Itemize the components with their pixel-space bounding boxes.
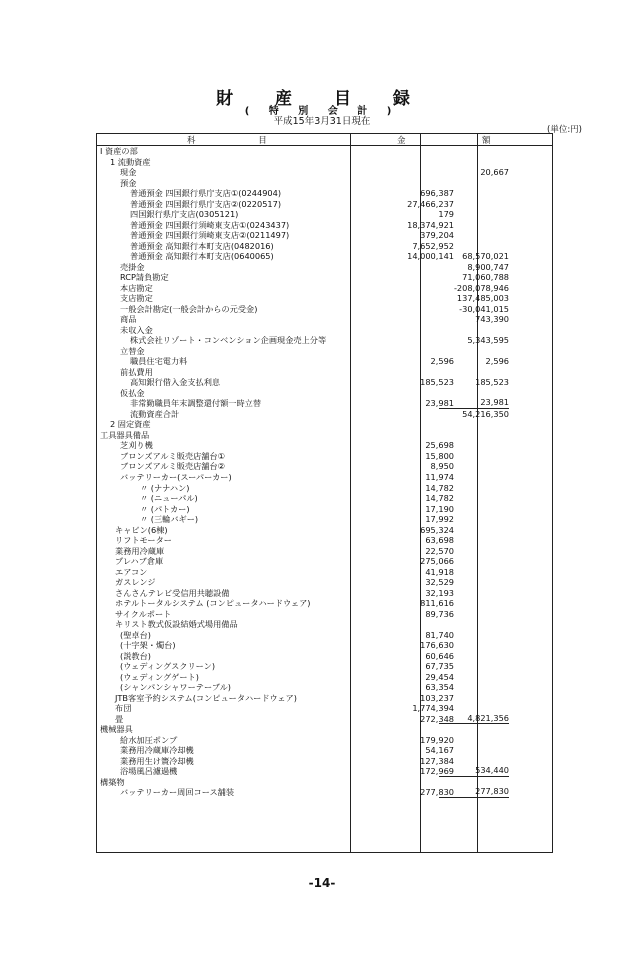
- as-of-date: 平成15年3月31日現在: [273, 116, 371, 127]
- row-amount: 176,630: [420, 640, 454, 651]
- row-label: 〃 (ニューパル): [140, 493, 198, 504]
- table-row: [97, 472, 552, 483]
- row-label: 預金: [120, 177, 137, 188]
- row-label: ホテルトータルシステム (コンピュータハードウェア): [115, 598, 311, 609]
- table-row: [97, 546, 552, 557]
- row-label: 普通預金 高知銀行本町支店(0482016): [130, 240, 274, 251]
- row-amount: 696,387: [420, 188, 454, 199]
- row-label: 布団: [115, 703, 132, 714]
- row-label: バッテリーカー(スーパーカー): [120, 471, 232, 482]
- row-amount: 172,969: [420, 766, 454, 777]
- row-label: 売掛金: [120, 261, 145, 272]
- row-amount: 695,324: [420, 524, 454, 535]
- row-label: キリスト教式仮設結婚式場用備品: [115, 619, 238, 630]
- table-row: [97, 188, 552, 199]
- row-label: 普通預金 四国銀行県庁支店①(0244904): [130, 188, 282, 199]
- row-label: 未収入金: [120, 324, 153, 335]
- row-amount: 32,193: [425, 587, 454, 598]
- table-row: [97, 577, 552, 588]
- row-label: 浴場風呂濾過機: [120, 766, 178, 777]
- table-row: [97, 630, 552, 641]
- row-label: 機械器具: [100, 724, 133, 735]
- row-amount: 81,740: [425, 629, 454, 640]
- table-row: [97, 367, 552, 378]
- row-amount: 14,000,141: [407, 251, 454, 262]
- table-row: [97, 167, 552, 178]
- table-row: [97, 293, 552, 304]
- row-label: 構築物: [100, 776, 125, 787]
- row-label: 本店勘定: [120, 282, 153, 293]
- row-label: JTB客室予約システム(コンピュータハードウェア): [115, 692, 297, 703]
- row-label: (聖卓台): [120, 629, 151, 640]
- table-row: [97, 335, 552, 346]
- table-row: [97, 409, 552, 420]
- row-label: 支店勘定: [120, 293, 153, 304]
- table-header: [97, 134, 552, 146]
- page-number: -14-: [308, 876, 336, 890]
- row-label: Ⅰ 資産の部: [100, 146, 138, 156]
- row-amount: 811,616: [420, 598, 454, 609]
- table-row: [97, 640, 552, 651]
- table-row: [97, 241, 552, 252]
- row-amount: 27,466,237: [407, 198, 454, 209]
- row-subtotal: 2,596: [485, 356, 509, 367]
- table-row: [97, 314, 552, 325]
- header-amount-right: 額: [482, 136, 491, 146]
- table-row: [97, 619, 552, 630]
- row-label: キャビン(6棟): [115, 524, 168, 535]
- table-row: [97, 283, 552, 294]
- row-label: 商品: [120, 314, 137, 325]
- table-row: [97, 157, 552, 168]
- table-row: [97, 651, 552, 662]
- table-row: [97, 714, 552, 725]
- table-row: [97, 661, 552, 672]
- row-amount: 41,918: [425, 566, 454, 577]
- table-row: [97, 493, 552, 504]
- table-row: [97, 567, 552, 578]
- table-row: [97, 672, 552, 683]
- row-label: 業務用生け簀冷却機: [120, 755, 194, 766]
- row-label: 業務用冷蔵庫: [115, 545, 165, 556]
- row-label: 普通預金 四国銀行県庁支店②(0220517): [130, 198, 282, 209]
- row-amount: 11,974: [425, 471, 454, 482]
- row-label: 業務用冷蔵庫冷却機: [120, 745, 194, 756]
- row-label: 1 流動資産: [110, 156, 151, 167]
- row-label: RCP請負勘定: [120, 272, 169, 283]
- row-label: 立替金: [120, 345, 145, 356]
- row-subtotal: 743,390: [475, 314, 509, 325]
- row-amount: 272,348: [420, 713, 454, 724]
- table-row: [97, 356, 552, 367]
- table-row: [97, 419, 552, 430]
- row-amount: 18,374,921: [407, 219, 454, 230]
- table-row: [97, 209, 552, 220]
- row-subtotal: 20,667: [480, 167, 509, 178]
- row-amount: 17,992: [425, 514, 454, 525]
- row-label: 現金: [120, 167, 137, 178]
- table-row: [97, 682, 552, 693]
- row-label: 〃 (ナナハン): [140, 482, 190, 493]
- row-label: ブロンズアルミ販売店舗台②: [120, 461, 226, 472]
- row-label: 畳: [115, 713, 124, 724]
- row-label: 非常勤職員年末調整還付額一時立替: [130, 398, 262, 409]
- row-amount: 29,454: [425, 671, 454, 682]
- table-body: [97, 146, 552, 798]
- table-row: [97, 504, 552, 515]
- table-row: [97, 230, 552, 241]
- row-amount: 379,204: [420, 230, 454, 241]
- row-label: リフトモーター: [115, 535, 172, 546]
- table-row: [97, 325, 552, 336]
- header-item: 科 目: [187, 136, 297, 146]
- table-row: [97, 598, 552, 609]
- row-label: 株式会社リゾート・コンベンション企画現金売上分等: [130, 335, 327, 346]
- row-amount: 54,167: [425, 745, 454, 756]
- table-row: [97, 588, 552, 599]
- row-label: さんさんテレビ受信用共聴設備: [115, 587, 230, 598]
- row-label: 高知銀行借入金支払利息: [130, 377, 221, 388]
- row-subtotal: 68,570,021: [462, 251, 509, 262]
- row-label: 給水加圧ポンプ: [120, 734, 178, 745]
- row-amount: 22,570: [425, 545, 454, 556]
- table-row: [97, 272, 552, 283]
- table-row: [97, 304, 552, 315]
- table-row: [97, 745, 552, 756]
- table-row: [97, 251, 552, 262]
- row-amount: 179: [438, 209, 454, 220]
- row-label: 仮払金: [120, 387, 145, 398]
- row-amount: 14,782: [425, 482, 454, 493]
- row-label: バッテリーカー周回コース舗装: [120, 787, 235, 798]
- document-subtitle: ( 特 別 会 計 ): [244, 106, 400, 117]
- table-row: [97, 483, 552, 494]
- row-amount: 25,698: [425, 440, 454, 451]
- table-row: [97, 735, 552, 746]
- table-row: [97, 535, 552, 546]
- row-label: ガスレンジ: [115, 577, 156, 588]
- row-label: サイクルポート: [115, 608, 172, 619]
- table-row: [97, 461, 552, 472]
- row-subtotal: 277,830: [439, 787, 509, 798]
- row-amount: 23,981: [425, 398, 454, 409]
- row-amount: 63,698: [425, 535, 454, 546]
- row-label: 一般会計勘定(一般会計からの元受金): [120, 303, 258, 314]
- row-amount: 275,066: [420, 556, 454, 567]
- table-row: [97, 609, 552, 620]
- row-label: 〃 (三輪バギー): [140, 514, 199, 525]
- row-subtotal: -208,078,946: [453, 282, 509, 293]
- row-amount: 185,523: [420, 377, 454, 388]
- row-amount: 7,652,952: [412, 240, 454, 251]
- row-subtotal: 137,485,003: [456, 293, 509, 304]
- row-subtotal: 71,060,788: [462, 272, 509, 283]
- row-label: (シャンパンシャワーテーブル): [120, 682, 231, 693]
- row-amount: 60,646: [425, 650, 454, 661]
- table-row: [97, 787, 552, 798]
- table-row: [97, 430, 552, 441]
- row-amount: 2,596: [430, 356, 454, 367]
- header-amount-left: 金: [397, 136, 406, 146]
- row-label: 〃 (パトカー): [140, 503, 190, 514]
- row-subtotal: 54,216,350: [462, 408, 509, 419]
- row-subtotal: -30,041,015: [459, 303, 509, 314]
- row-amount: 127,384: [420, 755, 454, 766]
- row-amount: 277,830: [420, 787, 454, 798]
- row-amount: 8,950: [430, 461, 454, 472]
- table-row: [97, 199, 552, 210]
- row-label: (説教台): [120, 650, 151, 661]
- table-row: [97, 693, 552, 704]
- row-amount: 67,735: [425, 661, 454, 672]
- row-label: 普通預金 四国銀行須崎東支店①(0243437): [130, 219, 290, 230]
- row-label: 前払費用: [120, 366, 153, 377]
- row-subtotal: 8,900,747: [467, 261, 509, 272]
- row-amount: 89,736: [425, 608, 454, 619]
- table-row: [97, 398, 552, 409]
- row-label: (ウェディングゲート): [120, 671, 199, 682]
- row-label: プレハブ倉庫: [115, 556, 164, 567]
- row-label: 普通預金 四国銀行須崎東支店②(0211497): [130, 230, 290, 241]
- row-label: 工具器具備品: [100, 429, 150, 440]
- row-label: 四国銀行県庁支店(0305121): [130, 209, 239, 220]
- row-label: 流動資産合計: [130, 408, 180, 419]
- table-row: [97, 377, 552, 388]
- table-row: [97, 766, 552, 777]
- table-row: [97, 178, 552, 189]
- table-row: [97, 146, 552, 157]
- row-amount: 14,782: [425, 493, 454, 504]
- row-amount: 32,529: [425, 577, 454, 588]
- row-subtotal: 185,523: [475, 377, 509, 388]
- table-row: [97, 724, 552, 735]
- table-row: [97, 525, 552, 536]
- row-label: 普通預金 高知銀行本町支店(0640065): [130, 251, 274, 262]
- table-row: [97, 440, 552, 451]
- row-subtotal: 534,440: [439, 766, 509, 777]
- table-row: [97, 346, 552, 357]
- row-label: ブロンズアルミ販売店舗台①: [120, 450, 226, 461]
- row-label: 芝刈り機: [120, 440, 153, 451]
- property-inventory-table: [96, 133, 553, 853]
- row-label: (十字架・燭台): [120, 640, 176, 651]
- table-row: [97, 451, 552, 462]
- row-amount: 179,920: [420, 734, 454, 745]
- table-row: [97, 220, 552, 231]
- row-label: エアコン: [115, 566, 148, 577]
- row-subtotal: 4,821,356: [439, 714, 509, 725]
- row-subtotal: 23,981: [439, 398, 509, 409]
- row-amount: 63,354: [425, 682, 454, 693]
- table-row: [97, 556, 552, 567]
- row-amount: 103,237: [420, 692, 454, 703]
- row-amount: 15,800: [425, 450, 454, 461]
- table-row: [97, 514, 552, 525]
- row-subtotal: 5,343,595: [467, 335, 509, 346]
- row-label: 2 固定資産: [110, 419, 151, 430]
- row-amount: 17,190: [425, 503, 454, 514]
- row-label: 職員住宅電力料: [130, 356, 188, 367]
- row-label: (ウェディングスクリーン): [120, 661, 216, 672]
- document-title: 財 産 目 録: [216, 89, 428, 109]
- table-row: [97, 262, 552, 273]
- row-amount: 1,774,394: [412, 703, 454, 714]
- unit-label: (単位:円): [547, 125, 582, 135]
